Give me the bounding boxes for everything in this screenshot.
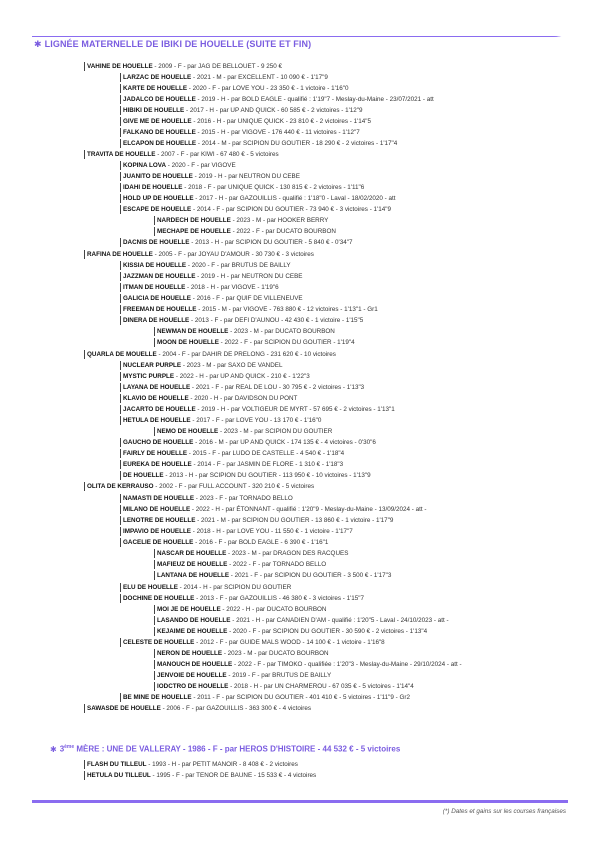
horse-name: LANTANA DE HOUELLE (157, 572, 230, 580)
horse-name: GAUCHO DE HOUELLE (123, 439, 194, 447)
horse-details: - 2013 - H - par SCIPION DU GOUTIER - 113 950 € - 10 victoires - 1'13"9 (163, 472, 371, 480)
horse-details: - 2018 - H - par UN CHARMEROU - 67 035 € - 5 victoires - 1'14"4 (228, 683, 414, 691)
pedigree-entry (84, 62, 282, 72)
horse-name: MOON DE HOUELLE (157, 339, 219, 347)
branch-line (120, 471, 121, 480)
branch-line (120, 84, 121, 93)
horse-details: - 2006 - F - par GAZOUILLIS - 363 300 € - 4 victoires (160, 705, 311, 713)
pedigree-entry (154, 216, 328, 226)
pedigree-entry (120, 416, 321, 426)
pedigree-entry (154, 616, 449, 626)
horse-details: - 2021 - M - par SCIPION DU GOUTIER - 13 860 € - 1 victoire - 1'17"9 (195, 517, 394, 525)
horse-details: - 2017 - F - par LOVE YOU - 13 170 € - 1'16"0 (190, 417, 322, 425)
horse-details: - 2022 - F - par TORNADO BELLO (227, 561, 327, 569)
branch-line (154, 671, 155, 680)
horse-details: - 2020 - F - par SCIPION DU GOUTIER - 30 590 € - 2 victoires - 1'13"4 (227, 628, 428, 636)
horse-details: - 2019 - H - par VOLTIGEUR DE MYRT - 57 695 € - 2 victoires - 1'13"1 (195, 406, 395, 414)
horse-name: IODCTRO DE HOUELLE (157, 683, 229, 691)
asterisk-icon: ✱ (34, 39, 42, 49)
footnote: (*) Dates et gains sur les courses françaises (442, 808, 566, 815)
branch-line (154, 560, 155, 569)
horse-name: MECHAPE DE HOUELLE (157, 228, 231, 236)
branch-line (120, 416, 121, 425)
horse-details: - 2016 - M - par UP AND QUICK - 174 135 € - 4 victoires - 0'30"6 (193, 439, 376, 447)
branch-line (84, 62, 85, 71)
horse-details: - 2023 - M - par SAXO DE VANDEL (181, 362, 283, 370)
pedigree-entry (120, 505, 426, 515)
branch-line (120, 172, 121, 181)
branch-line (154, 549, 155, 558)
pedigree-entry (120, 594, 364, 604)
horse-name: MANOUCH DE HOUELLE (157, 661, 233, 669)
horse-details: - 2016 - F - par QUIF DE VILLENEUVE (190, 295, 303, 303)
horse-details: - 2019 - H - par NEUTRON DU CEBE (195, 273, 303, 281)
pedigree-entry (120, 460, 343, 470)
horse-details: - 2017 - H - par UP AND QUICK - 60 585 € - 2 victoires - 1'12"9 (184, 107, 363, 115)
horse-details: - 2013 - F - par GAZOUILLIS - 46 380 € - 3 victoires - 1'15"7 (194, 595, 365, 603)
branch-line (120, 305, 121, 314)
pedigree-entry (120, 106, 363, 116)
horse-name: ITMAN DE HOUELLE (123, 284, 186, 292)
third-dam-heading: ✱ 3ème MÈRE : UNE DE VALLERAY - 1986 - F - par HEROS D'HISTOIRE - 44 532 € - 5 victoires (50, 744, 401, 754)
branch-line (154, 338, 155, 347)
pedigree-entry (120, 183, 364, 193)
branch-line (120, 438, 121, 447)
horse-name: MILANO DE HOUELLE (123, 506, 191, 514)
pedigree-entry (84, 150, 279, 160)
horse-name: HIBIKI DE HOUELLE (123, 107, 185, 115)
branch-line (120, 638, 121, 647)
pedigree-entry (120, 205, 391, 215)
horse-details: - 2013 - F - par DEFI D'AUNOU - 42 430 € - 1 victoire - 1'15"5 (189, 317, 364, 325)
horse-name: KARTE DE HOUELLE (123, 85, 188, 93)
branch-line (84, 250, 85, 259)
branch-line (120, 460, 121, 469)
horse-details: - 1993 - H - par PETIT MANOIR - 8 408 € - 2 victoires (146, 761, 298, 769)
branch-line (120, 372, 121, 381)
horse-name: VAHINE DE HOUELLE (87, 63, 153, 71)
horse-name: DINERA DE HOUELLE (123, 317, 190, 325)
branch-line (120, 361, 121, 370)
horse-name: CELESTE DE HOUELLE (123, 639, 195, 647)
title-text: LIGNÉE MATERNELLE DE IBIKI DE HOUELLE (SUITE ET FIN) (44, 39, 312, 49)
horse-name: OLITA DE KERRAUSO (87, 483, 154, 491)
horse-name: EUREKA DE HOUELLE (123, 461, 192, 469)
horse-details: - 2017 - H - par GAZOUILLIS - qualifié : 1'18"0 - Laval - 18/02/2020 - att (193, 195, 396, 203)
branch-line (120, 583, 121, 592)
pedigree-entry (154, 427, 332, 437)
branch-line (120, 294, 121, 303)
pedigree-entry (84, 771, 316, 781)
branch-line (84, 704, 85, 713)
branch-line (84, 150, 85, 159)
footer-rule (32, 800, 568, 803)
pedigree-entry (120, 383, 364, 393)
horse-name: HETULA DU TILLEUL (87, 772, 151, 780)
branch-line (154, 649, 155, 658)
pedigree-entry (154, 649, 329, 659)
horse-details: - 2014 - H - par SCIPION DU GOUTIER (177, 584, 292, 592)
pedigree-entry (120, 638, 385, 648)
horse-name: IMPAVIO DE HOUELLE (123, 528, 191, 536)
horse-details: - 2023 - M - par DRAGON DES RACQUES (226, 550, 349, 558)
branch-line (120, 205, 121, 214)
branch-line (154, 227, 155, 236)
horse-details: - 2022 - H - par UP AND QUICK - 210 € - 1'22"3 (174, 373, 310, 381)
pedigree-entry (120, 471, 371, 481)
branch-line (154, 216, 155, 225)
pedigree-entry (154, 682, 414, 692)
branch-line (120, 117, 121, 126)
horse-details: - 2014 - M - par SCIPION DU GOUTIER - 18 290 € - 2 victoires - 1'17"4 (196, 140, 398, 148)
pedigree-entry (120, 372, 310, 382)
branch-line (120, 449, 121, 458)
pedigree-entry (120, 161, 236, 171)
horse-details: - 2018 - H - par LOVE YOU - 11 550 € - 1 victoire - 1'17"7 (191, 528, 353, 536)
horse-details: - 2019 - F - par BRUTUS DE BAILLY (226, 672, 332, 680)
pedigree-entry (154, 327, 335, 337)
branch-line (120, 139, 121, 148)
horse-name: KEJAIME DE HOUELLE (157, 628, 228, 636)
pedigree-entry (84, 350, 336, 360)
horse-details: - 2016 - F - par BOLD EAGLE - 6 390 € - 1'16"1 (193, 539, 329, 547)
horse-name: BE MINE DE HOUELLE (123, 694, 192, 702)
horse-name: QUARLA DE MOUELLE (87, 351, 157, 359)
pedigree-entry (120, 583, 291, 593)
horse-details: - 2020 - F - par BRUTUS DE BAILLY (186, 262, 291, 270)
branch-line (154, 427, 155, 436)
pedigree-entry (120, 305, 378, 315)
pedigree-entry (120, 449, 344, 459)
pedigree-entry (84, 760, 298, 770)
pedigree-entry (120, 693, 410, 703)
horse-details: - 2016 - H - par UNIQUE QUICK - 23 810 € - 2 victoires - 1'14"5 (191, 118, 372, 126)
horse-details: - 2002 - F - par FULL ACCOUNT - 320 210 € - 5 victoires (153, 483, 315, 491)
branch-line (120, 394, 121, 403)
horse-name: JADALCO DE HOUELLE (123, 96, 196, 104)
horse-name: NAMASTI DE HOUELLE (123, 495, 195, 503)
branch-line (120, 594, 121, 603)
pedigree-entry (154, 605, 326, 615)
pedigree-entry (120, 95, 434, 105)
asterisk-icon: ✱ (50, 744, 57, 754)
pedigree-entry (84, 250, 314, 260)
horse-name: JAZZMAN DE HOUELLE (123, 273, 196, 281)
horse-details: - 2012 - F - par GUIDE MALS WOOD - 14 100 € - 1 victoire - 1'16"8 (194, 639, 385, 647)
horse-details: - 2022 - F - par TIMOKO - qualifiée : 1'20"3 - Meslay-du-Maine - 29/10/2024 - att - (232, 661, 462, 669)
horse-name: GACELIE DE HOUELLE (123, 539, 194, 547)
horse-name: IDAHI DE HOUELLE (123, 184, 183, 192)
horse-details: - 2015 - F - par LUDO DE CASTELLE - 4 540 € - 1'18"4 (187, 450, 345, 458)
pedigree-entry (120, 316, 363, 326)
horse-name: FAIRLY DE HOUELLE (123, 450, 188, 458)
horse-name: ELCAPON DE HOUELLE (123, 140, 197, 148)
horse-name: FREEMAN DE HOUELLE (123, 306, 197, 314)
branch-line (120, 693, 121, 702)
horse-name: RAFINA DE HOUELLE (87, 251, 153, 259)
horse-details: - 1995 - F - par TENOR DE BAUNE - 15 533 € - 4 victoires (150, 772, 317, 780)
pedigree-entry (154, 571, 391, 581)
pedigree-entry (120, 294, 303, 304)
horse-details: - 2009 - F - par JAG DE BELLOUET - 9 250 € (152, 63, 283, 71)
branch-line (120, 161, 121, 170)
branch-line (120, 283, 121, 292)
horse-details: - 2018 - H - par VIGOVE - 1'19"6 (185, 284, 279, 292)
pedigree-entry (154, 227, 336, 237)
horse-name: KISSIA DE HOUELLE (123, 262, 187, 270)
pedigree-entry (120, 394, 297, 404)
branch-line (154, 616, 155, 625)
horse-details: - 2023 - M - par DUCATO BOURBON (222, 650, 329, 658)
horse-name: MYSTIC PURPLE (123, 373, 175, 381)
pedigree-entry (154, 338, 355, 348)
horse-details: - 2022 - F - par SCIPION DU GOUTIER - 1'19"4 (218, 339, 355, 347)
horse-name: NEMO DE HOUELLE (157, 428, 219, 436)
branch-line (84, 771, 85, 780)
pedigree-entry (154, 660, 462, 670)
branch-line (120, 95, 121, 104)
pedigree-entry (84, 704, 311, 714)
pedigree-entry (120, 494, 293, 504)
pedigree-entry (120, 73, 328, 83)
horse-name: LENOTRE DE HOUELLE (123, 517, 196, 525)
horse-name: MOI JE DE HOUELLE (157, 606, 221, 614)
branch-line (84, 760, 85, 769)
horse-details: - 2020 - F - par VIGOVE (166, 162, 236, 170)
pedigree-entry (120, 527, 353, 537)
horse-details: - 2020 - F - par LOVE YOU - 23 350 € - 1 victoire - 1'16"0 (187, 85, 349, 93)
horse-details: - 2021 - M - par EXCELLENT - 10 090 € - 1'17"9 (191, 74, 328, 82)
branch-line (154, 627, 155, 636)
branch-line (120, 106, 121, 115)
horse-details: - 2013 - H - par SCIPION DU GOUTIER - 5 840 € - 0'34"7 (189, 239, 353, 247)
branch-line (120, 73, 121, 82)
horse-name: NERON DE HOUELLE (157, 650, 223, 658)
page-title (34, 39, 311, 50)
horse-details: - 2021 - F - par REAL DE LOU - 30 795 € - 2 victoires - 1'13"3 (190, 384, 365, 392)
horse-name: JACARTO DE HOUELLE (123, 406, 196, 414)
branch-line (84, 482, 85, 491)
horse-details: - 2011 - F - par SCIPION DU GOUTIER - 401 410 € - 5 victoires - 1'11"9 - Gr2 (191, 694, 410, 702)
horse-details: - 2015 - M - par VIGOVE - 763 880 € - 12 victoires - 1'13"1 - Gr1 (196, 306, 378, 314)
pedigree-entry (120, 538, 328, 548)
horse-name: GALICIA DE HOUELLE (123, 295, 191, 303)
horse-name: FALKANO DE HOUELLE (123, 129, 196, 137)
pedigree-entry (120, 117, 371, 127)
pedigree-entry (84, 482, 314, 492)
horse-details: - 2022 - F - par DUCATO BOURBON (230, 228, 336, 236)
horse-details: - 2019 - H - par BOLD EAGLE - qualifié : 1'19"7 - Meslay-du-Maine - 23/07/2021 - att (195, 96, 434, 104)
horse-details: - 2014 - F - par JASMIN DE FLORE - 1 310 € - 1'18"3 (191, 461, 344, 469)
branch-line (154, 605, 155, 614)
branch-line (154, 571, 155, 580)
branch-line (120, 527, 121, 536)
branch-line (120, 405, 121, 414)
horse-name: NASCAR DE HOUELLE (157, 550, 227, 558)
pedigree-entry (120, 128, 360, 138)
branch-line (120, 316, 121, 325)
branch-line (120, 505, 121, 514)
branch-line (120, 538, 121, 547)
pedigree-entry (154, 549, 348, 559)
pedigree-entry (120, 272, 303, 282)
horse-name: LARZAC DE HOUELLE (123, 74, 192, 82)
branch-line (120, 128, 121, 137)
pedigree-entry (120, 238, 353, 248)
pedigree-entry (154, 671, 331, 681)
horse-name: DOCHINE DE HOUELLE (123, 595, 195, 603)
pedigree-entry (120, 283, 279, 293)
horse-name: JENVOIE DE HOUELLE (157, 672, 227, 680)
pedigree-entry (120, 516, 393, 526)
pedigree-entry (120, 438, 376, 448)
horse-details: - 2020 - H - par DAVIDSON DU PONT (188, 395, 298, 403)
horse-name: DE HOUELLE (123, 472, 164, 480)
pedigree-entry (120, 194, 395, 204)
pedigree-entry (120, 139, 397, 149)
horse-name: NARDECH DE HOUELLE (157, 217, 231, 225)
branch-line (120, 272, 121, 281)
horse-name: KLAVIO DE HOUELLE (123, 395, 189, 403)
branch-line (120, 516, 121, 525)
branch-line (120, 494, 121, 503)
horse-name: JUANITO DE HOUELLE (123, 173, 193, 181)
horse-details: - 2018 - F - par UNIQUE QUICK - 130 815 € - 2 victoires - 1'11"6 (182, 184, 365, 192)
pedigree-entry (120, 84, 349, 94)
horse-name: TRAVITA DE HOUELLE (87, 151, 156, 159)
pedigree-entry (120, 172, 300, 182)
horse-details: - 2023 - M - par DUCATO BOURBON (228, 328, 335, 336)
branch-line (154, 660, 155, 669)
pedigree-entry (120, 361, 282, 371)
horse-details: - 2005 - F - par JOYAU D'AMOUR - 30 730 € - 3 victoires (152, 251, 314, 259)
horse-name: HOLD UP DE HOUELLE (123, 195, 194, 203)
horse-name: DACNIS DE HOUELLE (123, 239, 190, 247)
horse-details: - 2022 - H - par ÉTONNANT - qualifié : 1'20"9 - Meslay-du-Maine - 13/09/2024 - att - (190, 506, 427, 514)
horse-name: NUCLEAR PURPLE (123, 362, 182, 370)
horse-details: - 2021 - F - par SCIPION DU GOUTIER - 3 500 € - 1'17"3 (229, 572, 392, 580)
branch-line (120, 183, 121, 192)
horse-name: LASANDO DE HOUELLE (157, 617, 231, 625)
horse-details: - 2019 - H - par NEUTRON DU CEBE (192, 173, 300, 181)
horse-details: - 2015 - H - par VIGOVE - 176 440 € - 11 victoires - 1'12"7 (195, 129, 360, 137)
horse-name: HETULA DE HOUELLE (123, 417, 191, 425)
branch-line (154, 327, 155, 336)
horse-details: - 2023 - F - par TORNADO BELLO (194, 495, 293, 503)
pedigree-entry (120, 261, 291, 271)
horse-details: - 2023 - M - par SCIPION DU GOUTIER (218, 428, 333, 436)
horse-name: KOPINA LOVA (123, 162, 167, 170)
horse-details: - 2021 - H - par CANADIEN D'AM - qualifié : 1'20"5 - Laval - 24/10/2023 - att - (230, 617, 449, 625)
horse-name: MAFIEUZ DE HOUELLE (157, 561, 228, 569)
horse-details: - 2023 - M - par HOOKER BERRY (230, 217, 329, 225)
horse-name: SAWASDE DE HOUELLE (87, 705, 161, 713)
branch-line (120, 261, 121, 270)
pedigree-entry (154, 560, 326, 570)
pedigree-entry (154, 627, 427, 637)
horse-name: NEWMAN DE HOUELLE (157, 328, 229, 336)
branch-line (84, 350, 85, 359)
branch-line (120, 238, 121, 247)
branch-line (154, 682, 155, 691)
horse-details: - 2004 - F - par DAHIR DE PRELONG - 231 620 € - 10 victoires (156, 351, 336, 359)
pedigree-entry (120, 405, 395, 415)
horse-name: GIVE ME DE HOUELLE (123, 118, 192, 126)
horse-name: ELU DE HOUELLE (123, 584, 178, 592)
horse-name: LAYANA DE HOUELLE (123, 384, 191, 392)
branch-line (120, 194, 121, 203)
horse-details: - 2014 - F - par SCIPION DU GOUTIER - 73 940 € - 3 victoires - 1'14"9 (191, 206, 391, 214)
horse-name: ESCAPE DE HOUELLE (123, 206, 192, 214)
horse-name: FLASH DU TILLEUL (87, 761, 147, 769)
horse-details: - 2007 - F - par KIWI - 67 480 € - 5 victoires (155, 151, 279, 159)
horse-details: - 2022 - H - par DUCATO BOURBON (220, 606, 327, 614)
branch-line (120, 383, 121, 392)
